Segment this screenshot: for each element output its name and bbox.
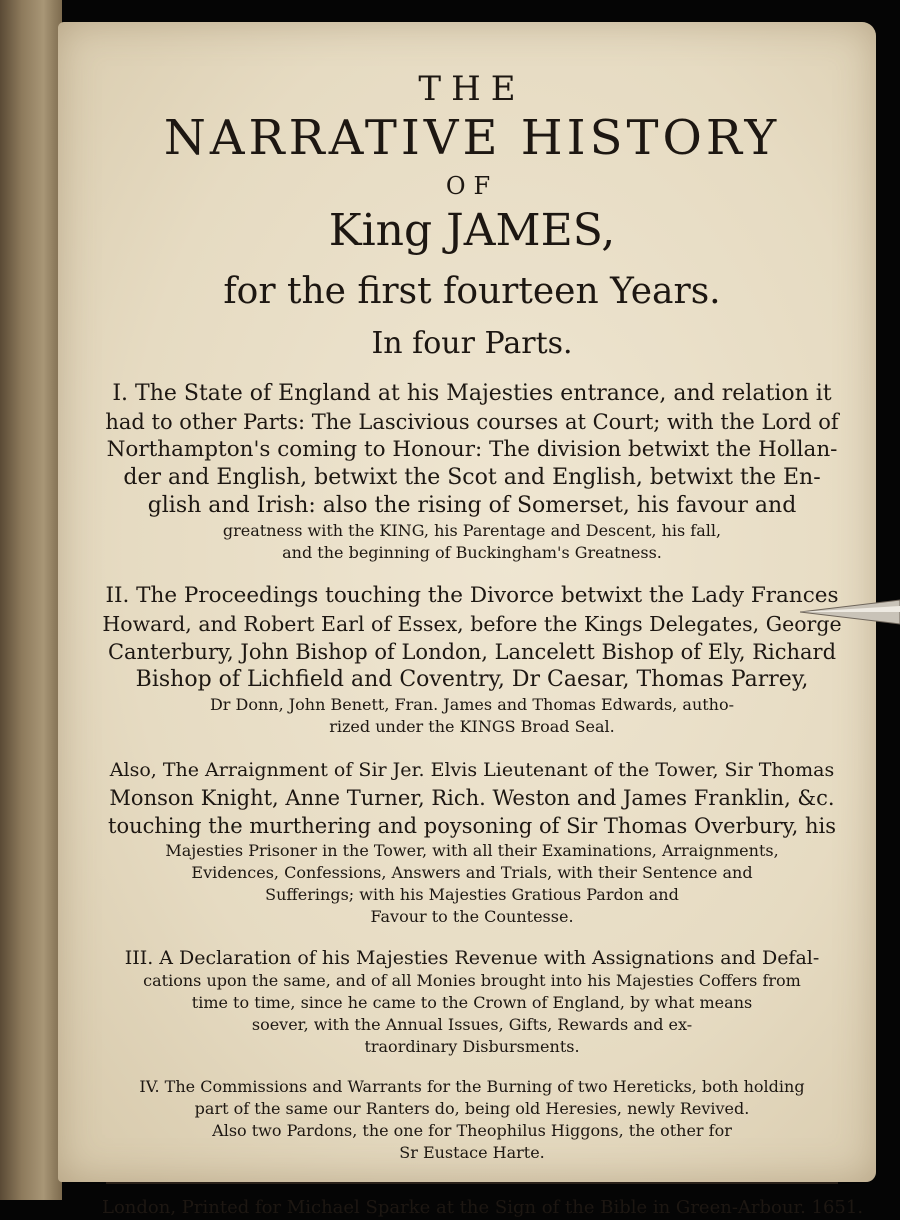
title-four-parts: In four Parts. bbox=[371, 326, 573, 361]
part-three-line: traordinary Disbursments. bbox=[364, 1037, 580, 1056]
also-line: Evidences, Confessions, Answers and Trials, with their Sentence and bbox=[191, 863, 753, 882]
part-four-line: Also two Pardons, the one for Theophilus Higgons, the other for bbox=[212, 1121, 732, 1140]
part-two-line: Howard, and Robert Earl of Essex, before the Kings Delegates, George bbox=[102, 612, 842, 636]
part-two-line: Canterbury, John Bishop of London, Lancelett Bishop of Ely, Richard bbox=[107, 640, 837, 664]
imprint: London, Printed for Michael Sparke at the Sign of the Bible in Green-Arbour. 1651. bbox=[102, 1197, 864, 1218]
title-king-james: King JAMES, bbox=[328, 205, 616, 256]
part-one-line: I. The State of England at his Majesties entrance, and relation it bbox=[112, 381, 832, 406]
part-three-line: time to time, since he came to the Crown of England, by what means bbox=[191, 993, 753, 1012]
part-three bbox=[102, 946, 842, 1058]
title-first-years: for the first fourteen Years. bbox=[223, 271, 721, 312]
part-one-line: Northampton's coming to Honour: The division betwixt the Hollan- bbox=[106, 437, 838, 462]
part-four-line: part of the same our Ranters do, being old Heresies, newly Revived. bbox=[194, 1099, 750, 1118]
part-one-line: der and English, betwixt the Scot and English, betwixt the En- bbox=[123, 465, 821, 490]
part-two-line: II. The Proceedings touching the Divorce betwixt the Lady Frances bbox=[105, 583, 839, 608]
also-line: Majesties Prisoner in the Tower, with all their Examinations, Arraignments, bbox=[165, 841, 779, 860]
part-three-line: cations upon the same, and of all Monies brought into his Majesties Coffers from bbox=[143, 971, 801, 990]
title-of: OF bbox=[445, 172, 499, 200]
part-one-line: glish and Irish: also the rising of Somerset, his favour and bbox=[147, 493, 797, 518]
also-line: Favour to the Countesse. bbox=[370, 907, 574, 926]
also-line: Sufferings; with his Majesties Gratious Pardon and bbox=[265, 885, 679, 904]
also-line: Monson Knight, Anne Turner, Rich. Weston and James Franklin, &c. bbox=[109, 786, 835, 810]
also-line: Also, The Arraignment of Sir Jer. Elvis Lieutenant of the Tower, Sir Thomas bbox=[109, 759, 835, 781]
also-line: touching the murthering and poysoning of Sir Thomas Overbury, his bbox=[108, 814, 836, 838]
part-two-line: rized under the KINGS Broad Seal. bbox=[329, 717, 615, 736]
part-four-line: IV. The Commissions and Warrants for the Burning of two Hereticks, both holding bbox=[139, 1077, 805, 1096]
part-one-line: had to other Parts: The Lascivious courses at Court; with the Lord of bbox=[105, 410, 839, 434]
title-page bbox=[58, 22, 876, 1218]
part-one bbox=[102, 380, 842, 564]
part-two-line: Bishop of Lichfield and Coventry, Dr Caesar, Thomas Parrey, bbox=[135, 667, 809, 692]
page-pointer-needle bbox=[800, 598, 900, 626]
also-arraignment bbox=[102, 756, 842, 928]
imprint-rule bbox=[106, 1182, 838, 1184]
book-spine-edge bbox=[0, 0, 62, 1200]
part-one-line: and the beginning of Buckingham's Greatness. bbox=[282, 543, 662, 562]
part-two-line: Dr Donn, John Benett, Fran. James and Thomas Edwards, autho- bbox=[209, 695, 735, 714]
part-one-line: greatness with the KING, his Parentage and Descent, his fall, bbox=[222, 521, 722, 540]
part-three-line: III. A Declaration of his Majesties Revenue with Assignations and Defal- bbox=[124, 947, 820, 969]
part-four-line: Sr Eustace Harte. bbox=[399, 1143, 545, 1162]
title-the: THE bbox=[418, 69, 526, 109]
part-four bbox=[102, 1076, 842, 1164]
title-narrative-history: NARRATIVE HISTORY bbox=[163, 110, 781, 166]
part-three-line: soever, with the Annual Issues, Gifts, Rewards and ex- bbox=[251, 1015, 693, 1034]
part-two bbox=[102, 582, 842, 738]
